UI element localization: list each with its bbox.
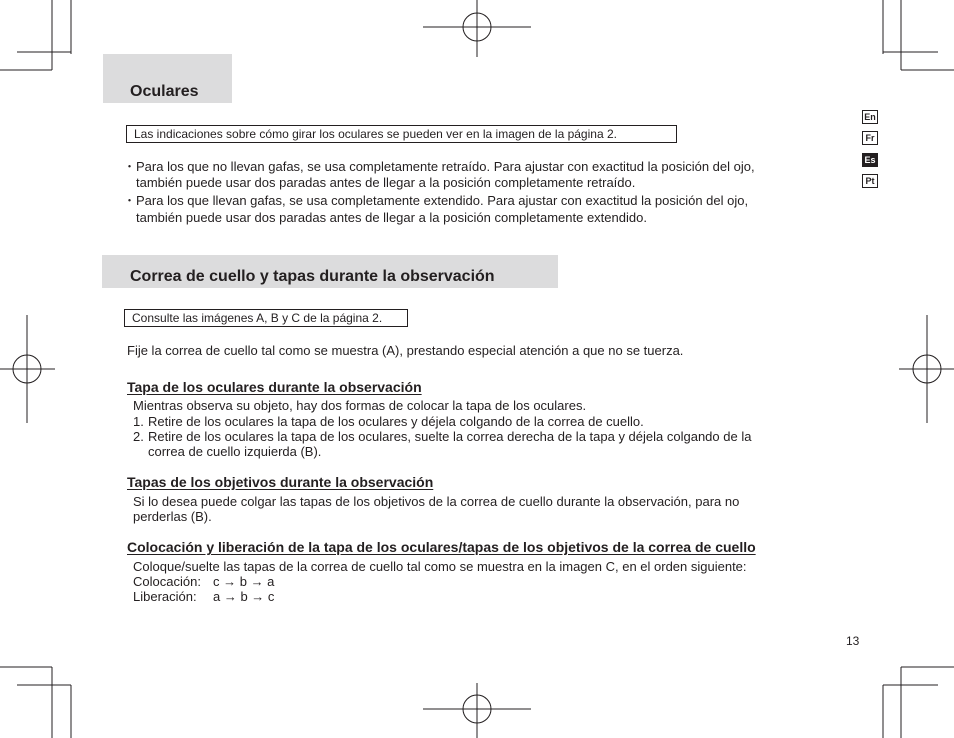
bullet-text-line: Para los que no llevan gafas, se usa completamente retraído. Para ajustar con exactitud la posición del ojo, [136, 159, 755, 174]
subheading-objective-caps: Tapas de los objetivos durante la observación [127, 474, 434, 490]
language-tab-pt[interactable]: Pt [862, 174, 878, 188]
list-number: 2. [133, 429, 144, 444]
release-label: Liberación: [133, 589, 197, 604]
list-item-text: correa de cuello izquierda (B). [148, 444, 322, 459]
sub1-text: Mientras observa su objeto, hay dos formas de colocar la tapa de los oculares. [133, 398, 587, 413]
list-item-text: Retire de los oculares la tapa de los oculares y déjela colgando de la correa de cuello. [148, 414, 644, 429]
sub2-text: Si lo desea puede colgar las tapas de los objetivos de la correa de cuello durante la observación, para no [133, 494, 740, 509]
bullet-text-line: también puede usar dos paradas antes de llegar a la posición completamente extendido. [136, 210, 647, 225]
bullet-text-line: Para los que llevan gafas, se usa completamente extendido. Para ajustar con exactitud la posición del ojo, [136, 193, 749, 208]
note-box-correa: Consulte las imágenes A, B y C de la página 2. [124, 309, 408, 327]
sub2-text: perderlas (B). [133, 509, 212, 524]
bullet-marker: ・ [123, 193, 137, 208]
subheading-attach-release: Colocación y liberación de la tapa de los oculares/tapas de los objetivos de la correa de cuello [127, 539, 756, 555]
language-tab-en[interactable]: En [862, 110, 878, 124]
attach-label: Colocación: [133, 574, 201, 589]
release-sequence: a → b → c [213, 589, 275, 604]
section-title-oculares: Oculares [130, 83, 199, 100]
sub3-text: Coloque/suelte las tapas de la correa de cuello tal como se muestra en la imagen C, en el orden siguiente: [133, 559, 747, 574]
bullet-text-line: también puede usar dos paradas antes de llegar a la posición completamente retraído. [136, 175, 636, 190]
subheading-eyepiece-cap: Tapa de los oculares durante la observación [127, 379, 422, 395]
section-title-correa: Correa de cuello y tapas durante la observación [130, 268, 495, 285]
bullet-marker: ・ [123, 159, 137, 174]
language-tab-fr[interactable]: Fr [862, 131, 878, 145]
intro-text: Fije la correa de cuello tal como se muestra (A), prestando especial atención a que no se tuerza. [127, 343, 684, 358]
list-item-text: Retire de los oculares la tapa de los oculares, suelte la correa derecha de la tapa y déjela colgando de la [148, 429, 752, 444]
list-number: 1. [133, 414, 144, 429]
note-box-oculares: Las indicaciones sobre cómo girar los oculares se pueden ver en la imagen de la página 2. [126, 125, 677, 143]
language-tab-es[interactable]: Es [862, 153, 878, 167]
attach-sequence: c → b → a [213, 574, 275, 589]
page-number: 13 [846, 634, 860, 648]
